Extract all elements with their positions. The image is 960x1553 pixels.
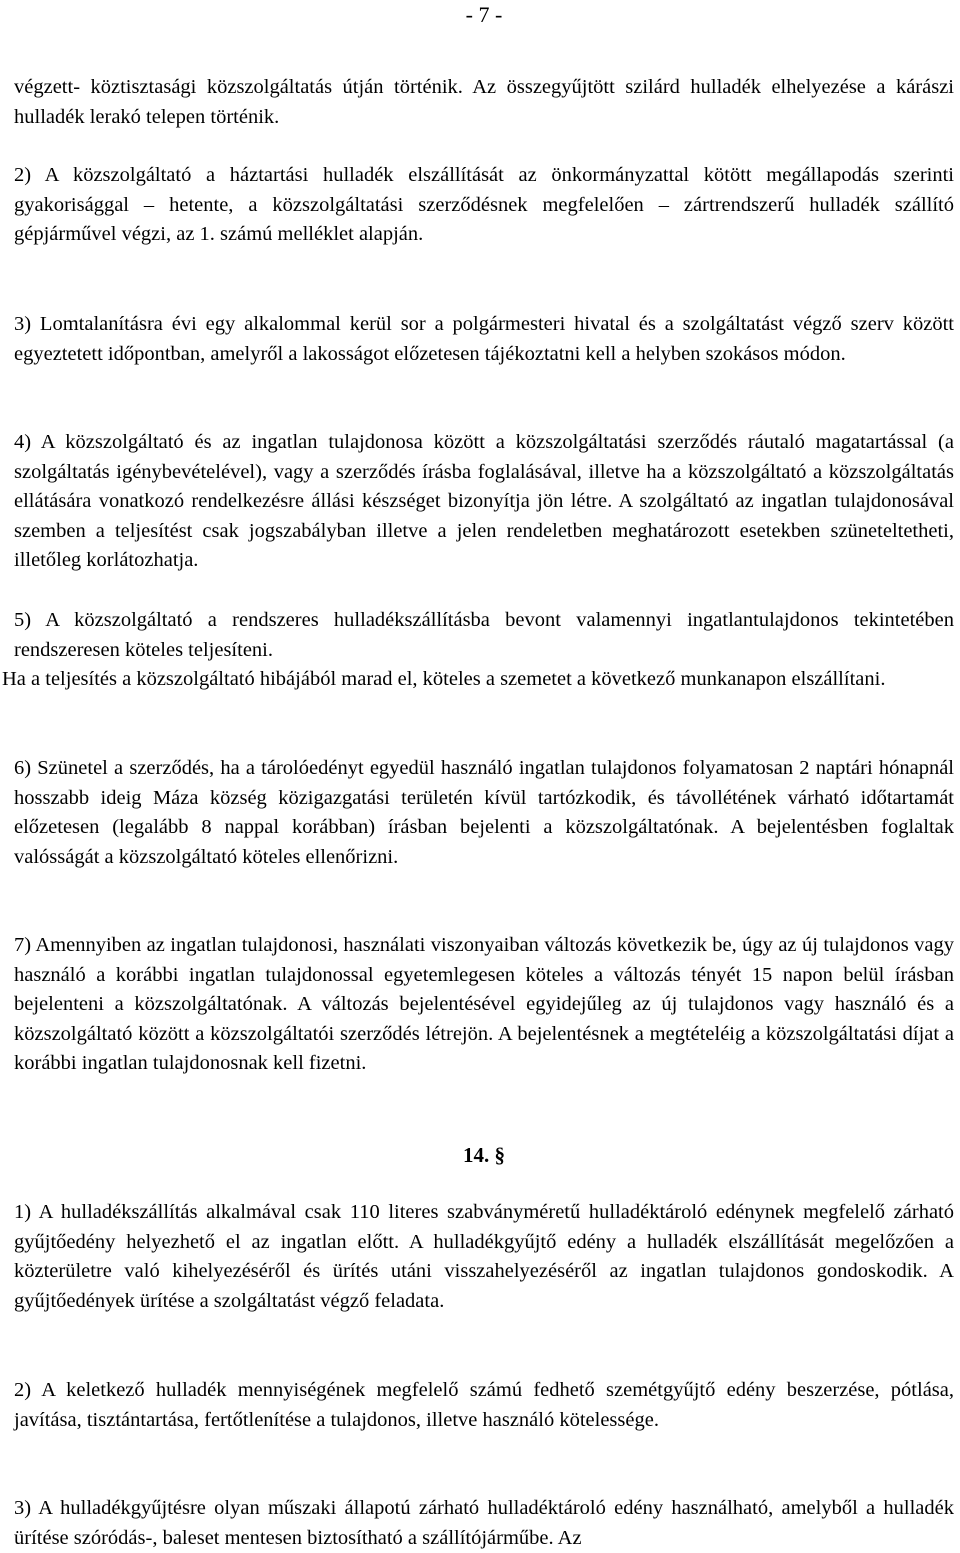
paragraph-13-5-continuation: Ha a teljesítés a közszolgáltató hibájából marad el, köteles a szemetet a következő munkanapon elszállítani. xyxy=(2,668,886,690)
document-page xyxy=(2,0,954,1553)
section-heading-14: 14. § xyxy=(463,1143,505,1167)
paragraph-13-3: 3) Lomtalanításra évi egy alkalommal kerül sor a polgármesteri hivatal és a szolgáltatást végző szerv között egyeztetett időpontban, amelyről a lakosságot előzetesen tájékoztatni kell a helyben szokásos módon. xyxy=(14,313,954,365)
paragraph-13-5: 5) A közszolgáltató a rendszeres hulladékszállításba bevont valamennyi ingatlantulajdonos tekintetében rendszeresen köteles teljesíteni. xyxy=(14,609,954,661)
paragraph-13-2: 2) A közszolgáltató a háztartási hulladék elszállítását az önkormányzattal kötött megállapodás szerinti gyakorisággal – hetente, a közszolgáltatási szerződésnek megfelelően – zártrendszerű hulladék szállító gépjárművel végzi, az 1. számú melléklet alapján. xyxy=(14,164,954,246)
paragraph-14-2: 2) A keletkező hulladék mennyiségének megfelelő számú fedhető szemétgyűjtő edény beszerzése, pótlása, javítása, tisztántartása, fertőtlenítése a tulajdonos, illetve használó kötelessége. xyxy=(14,1379,954,1431)
paragraph-13-4: 4) A közszolgáltató és az ingatlan tulajdonosa között a közszolgáltatási szerződés ráutaló magatartással (a szolgáltatás igénybevételével), vagy a szerződés írásba foglalásával, illetve ha a közszolgáltató a közszolgáltatás ellátására vonatkozó rendelkezésre állási készséget bizonyítja jön létre. A szolgáltató az ingatlan tulajdonosával szemben a teljesítést csak jogszabályban illetve a jelen rendeletben meghatározott esetekben szüneteltetheti, illetőleg korlátozhatja. xyxy=(14,431,954,572)
paragraph-14-3: 3) A hulladékgyűjtésre olyan műszaki állapotú zárható hulladéktároló edény használható, amelyből a hulladék ürítése szóródás-, baleset mentesen biztosítható a szállítójárműbe. Az xyxy=(14,1497,954,1549)
paragraph-14-1: 1) A hulladékszállítás alkalmával csak 110 literes szabványméretű hulladéktároló edénynek megfelelő zárható gyűjtőedény helyezhető el az ingatlan előtt. A hulladékgyűjtő edény a hulladék elszállítását megelőzően a közterületre való kihelyezéséről és ürítés utáni visszahelyezéséről az ingatlan tulajdonos gondoskodik. A gyűjtőedények ürítése a szolgáltatást végző feladata. xyxy=(14,1201,954,1312)
paragraph-continuation: végzett- köztisztasági közszolgáltatás útján történik. Az összegyűjtött szilárd hulladék elhelyezése a kárászi hulladék lerakó telepen történik. xyxy=(14,76,954,128)
page-number: - 7 - xyxy=(465,2,503,27)
paragraph-13-6: 6) Szünetel a szerződés, ha a tárolóedényt egyedül használó ingatlan tulajdonos folyamatosan 2 naptári hónapnál hosszabb ideig Máza község közigazgatási területén kívül tartózkodik, és távollétének várható időtartamát előzetesen (legalább 8 nappal korábban) írásban bejelenti a közszolgáltatónak. A bejelentésben foglaltak valósságát a közszolgáltató köteles ellenőrizni. xyxy=(14,757,954,868)
paragraph-13-7: 7) Amennyiben az ingatlan tulajdonosi, használati viszonyaiban változás következik be, úgy az új tulajdonos vagy használó a korábbi ingatlan tulajdonossal egyetemlegesen köteles a változás tényét 15 napon belül írásban bejelenteni a közszolgáltatónak. A változás bejelentésével egyidejűleg az új tulajdonos vagy használó és a közszolgáltató között a közszolgáltatói szerződés létrejön. A bejelentésnek a megtételéig a közszolgáltatási díjat a korábbi ingatlan tulajdonosnak kell fizetni. xyxy=(14,934,954,1075)
